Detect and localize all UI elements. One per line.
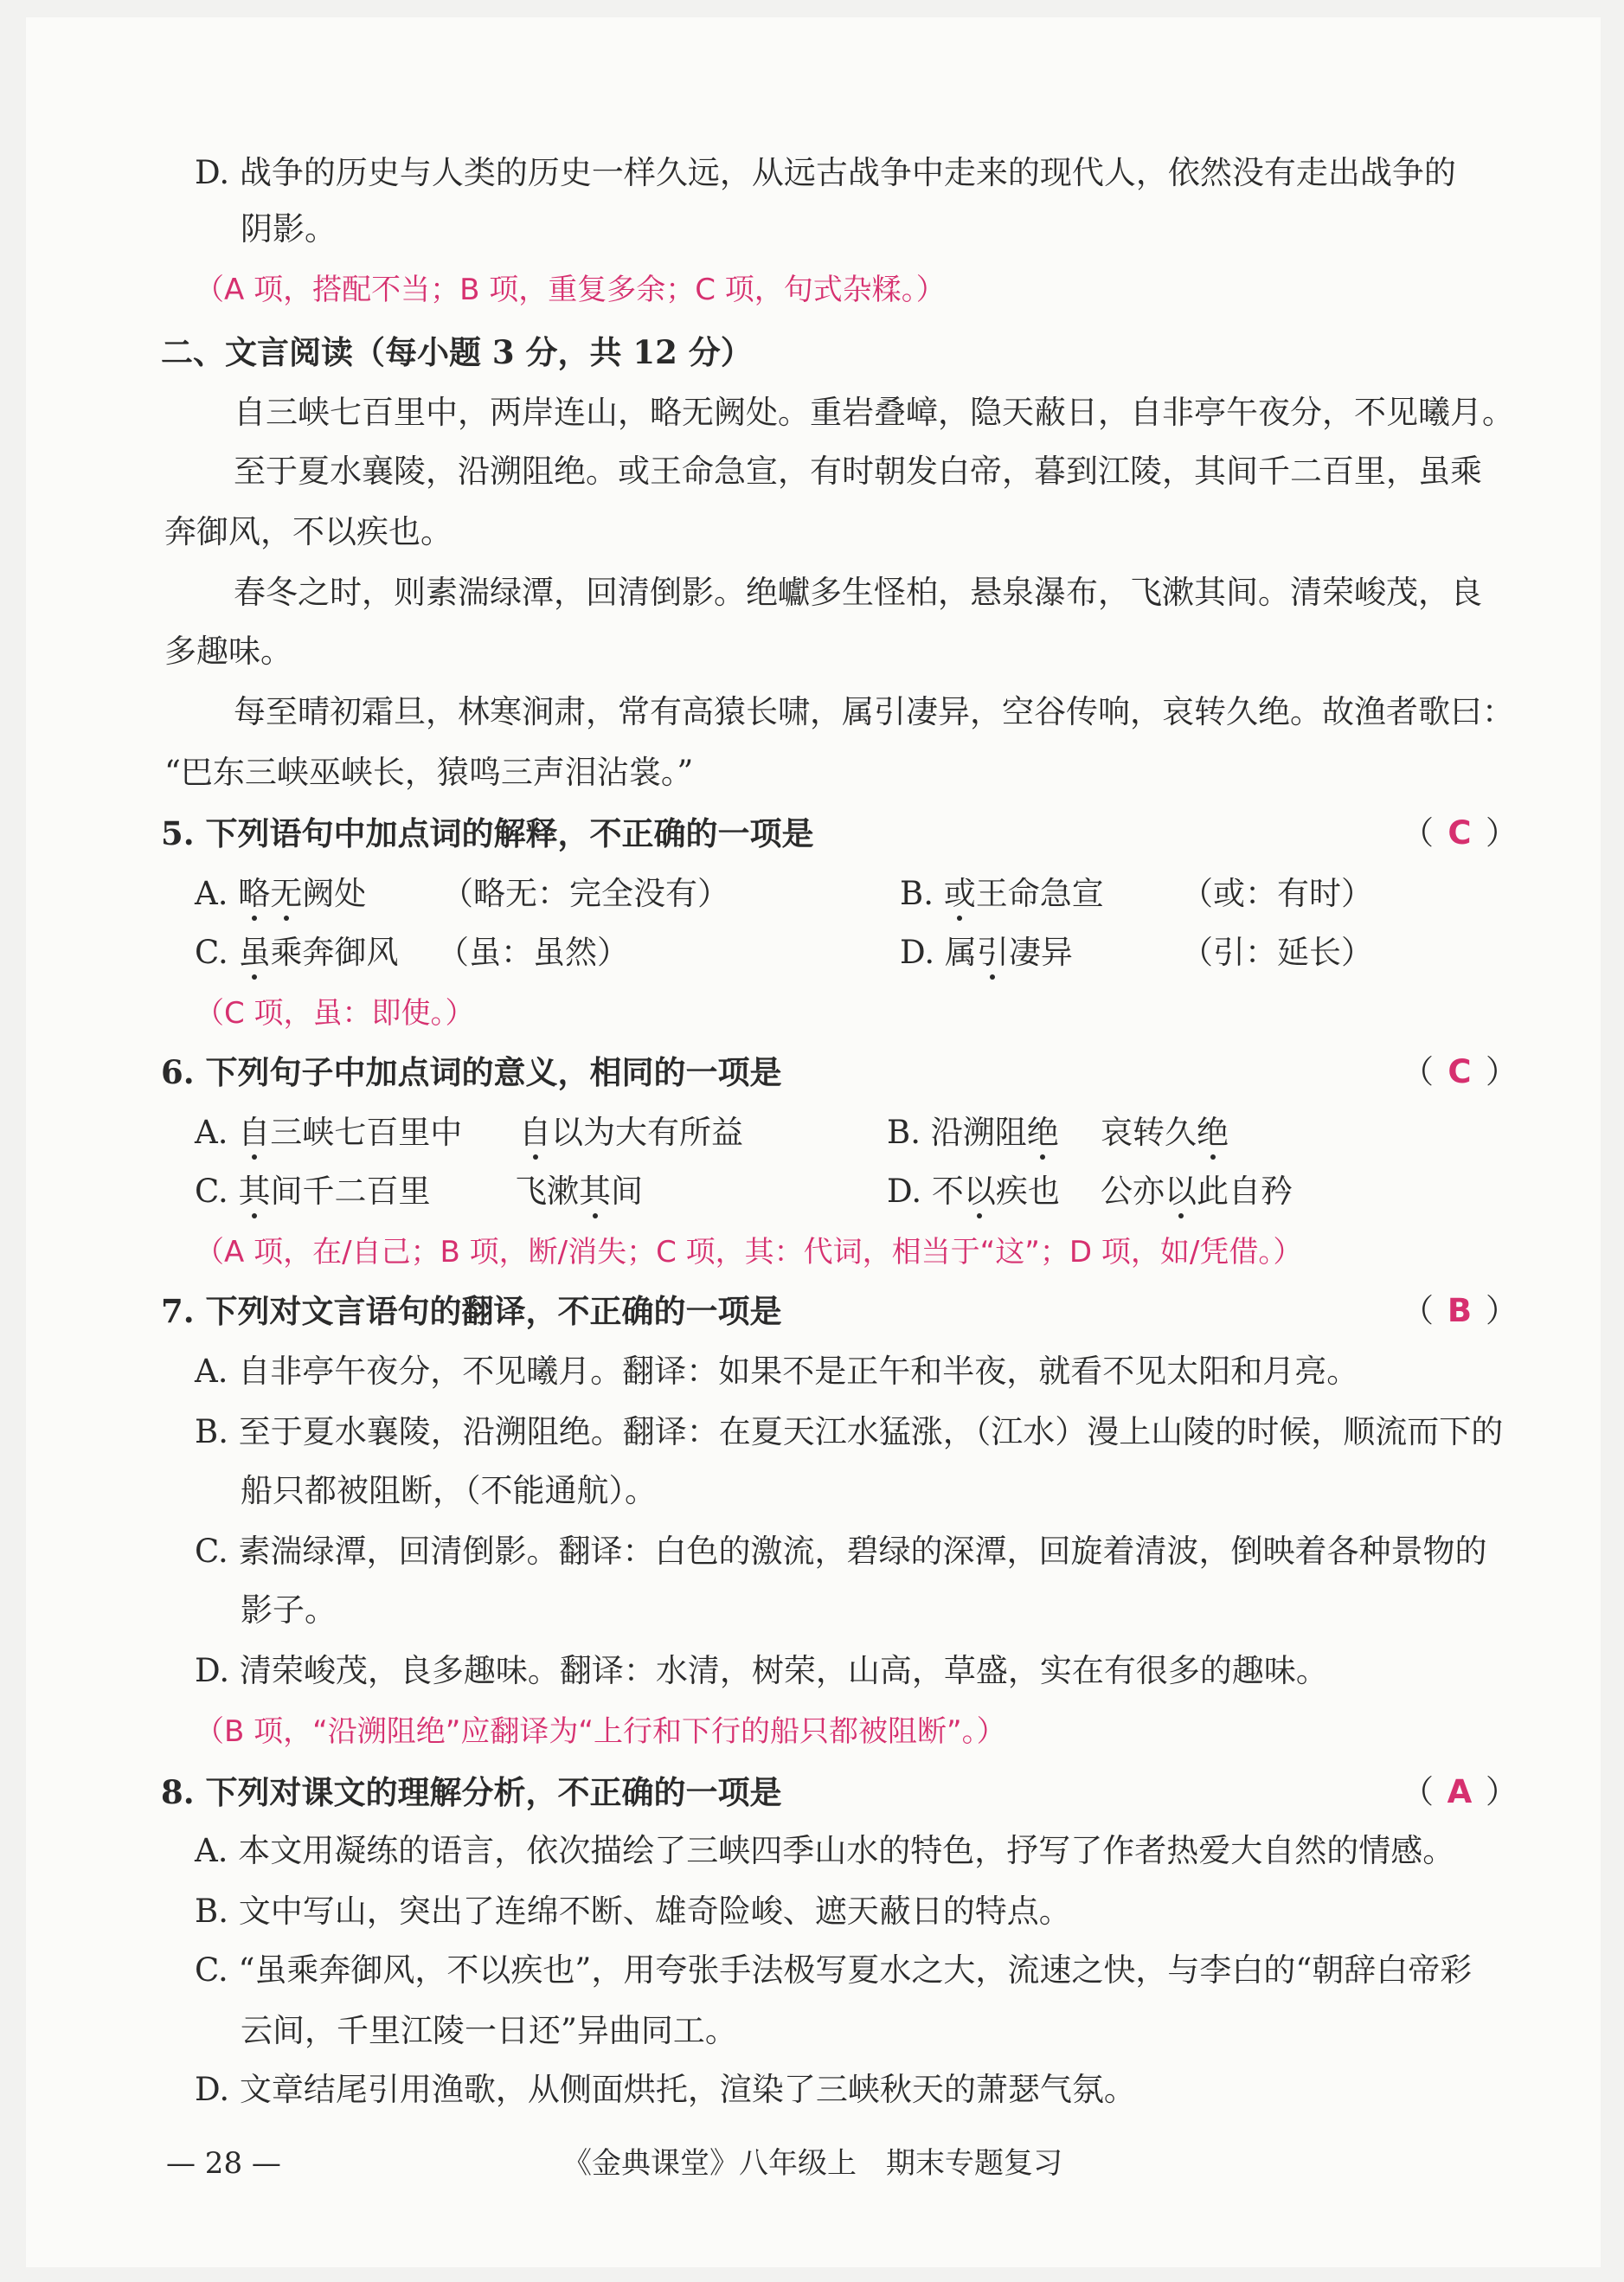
q5-stem: 5. 下列语句中加点词的解释，不正确的一项是 [161, 814, 814, 852]
q6-d2-rest: 此自矜 [1197, 1173, 1293, 1210]
q6-answer: C [1447, 1053, 1472, 1090]
q6-option-a-second [519, 1111, 743, 1154]
q6-d-rest: 疾也 [995, 1173, 1060, 1210]
q7-option-c-line2: 影子。 [241, 1591, 337, 1629]
q6-b-dotted: 绝 [1027, 1111, 1059, 1154]
q4-answer-note: （A 项，搭配不当；B 项，重复多余；C 项，句式杂糅。） [195, 273, 946, 307]
q6-option-d-second [1101, 1170, 1293, 1213]
section-title: 二、文言阅读（每小题 3 分，共 12 分） [161, 333, 753, 371]
q7-option-c-line1: C. 素湍绿潭，回清倒影。翻译：白色的激流，碧绿的深潭，回旋着清波，倒映着各种景物的 [195, 1533, 1487, 1570]
q7-option-a: A. 自非亭午夜分，不见曦月。翻译：如果不是正午和半夜，就看不见太阳和月亮。 [195, 1353, 1359, 1390]
q5-b-prefix: B. [900, 875, 944, 912]
q5-b-dotted: 或 [944, 872, 976, 916]
q5-option-b-gloss: （或：有时） [1181, 875, 1373, 912]
q4-option-d-line2: 阴影。 [241, 210, 337, 247]
q6-c2-prefix: 飞漱 [515, 1173, 579, 1210]
q8-option-a: A. 本文用凝练的语言，依次描绘了三峡四季山水的特色，抒写了作者热爱大自然的情感。 [195, 1832, 1455, 1869]
q6-b2-prefix: 哀转久 [1101, 1114, 1197, 1151]
q7-answer-box: （ B ） [1402, 1289, 1518, 1333]
q5-a-rest: 阙处 [302, 875, 367, 912]
q5-a-dotted-2: 无 [270, 872, 302, 916]
q6-d-prefix: D. 不 [887, 1173, 964, 1210]
passage-p4-line2: “巴东三峡巫峡长，猿鸣三声泪沾裳。” [164, 754, 694, 791]
q6-note: （A 项，在/自己；B 项，断/消失；C 项，其：代词，相当于“这”；D 项，如/凭借。） [195, 1235, 1303, 1270]
q5-c-rest: 乘奔御风 [270, 934, 399, 971]
q6-stem: 6. 下列句子中加点词的意义，相同的一项是 [161, 1053, 782, 1091]
q8-answer: A [1447, 1773, 1473, 1810]
q8-stem: 8. 下列对课文的理解分析，不正确的一项是 [161, 1773, 782, 1811]
q6-c-prefix: C. [195, 1173, 239, 1210]
q5-answer-box: （ C ） [1402, 812, 1518, 855]
q7-option-b-line1: B. 至于夏水襄陵，沿溯阻绝。翻译：在夏天江水猛涨，（江水）漫上山陵的时候，顺流而下的 [195, 1413, 1504, 1450]
q6-option-b [887, 1111, 1059, 1154]
q6-option-d [887, 1170, 1060, 1213]
q8-option-c-line2: 云间，千里江陵一日还”异曲同工。 [241, 2012, 737, 2049]
passage-p1: 自三峡七百里中，两岸连山，略无阙处。重岩叠嶂，隐天蔽日，自非亭午夜分，不见曦月。 [234, 394, 1514, 431]
q5-note: （C 项，虽：即使。） [195, 996, 475, 1031]
q5-option-d [900, 931, 1073, 974]
q6-a-dotted: 自 [238, 1111, 270, 1154]
q8-option-b: B. 文中写山，突出了连绵不断、雄奇险峻、遮天蔽日的特点。 [195, 1893, 1071, 1930]
q6-d2-prefix: 公亦 [1101, 1173, 1165, 1210]
passage-p3-line2: 多趣味。 [164, 633, 292, 670]
q7-stem: 7. 下列对文言语句的翻译，不正确的一项是 [161, 1292, 782, 1330]
q7-option-d: D. 清荣峻茂，良多趣味。翻译：水清，树荣，山高，草盛，实在有很多的趣味。 [195, 1652, 1328, 1689]
q7-answer: B [1447, 1292, 1473, 1329]
q7-option-b-line2: 船只都被阻断，（不能通航）。 [241, 1472, 657, 1509]
q5-d-prefix: D. 属 [900, 934, 977, 971]
q5-option-b [900, 872, 1104, 916]
q5-option-a-gloss: （略无：完全没有） [441, 875, 729, 912]
q4-option-d-line1: D. 战争的历史与人类的历史一样久远，从远古战争中走来的现代人，依然没有走出战争的 [195, 154, 1456, 191]
q6-option-c-second [515, 1170, 643, 1213]
q5-b-rest: 王命急宣 [975, 875, 1104, 912]
q6-c-rest: 间千二百里 [270, 1173, 431, 1210]
q6-b-prefix: B. 沿溯阻 [887, 1114, 1027, 1151]
q6-d2-dotted: 以 [1165, 1170, 1197, 1213]
q6-a-rest: 三峡七百里中 [270, 1114, 463, 1151]
q6-a2-rest: 以为大有所益 [551, 1114, 743, 1151]
q6-option-c [195, 1170, 431, 1213]
q8-answer-box: （ A ） [1402, 1771, 1518, 1814]
q7-note: （B 项，“沿溯阻绝”应翻译为“上行和下行的船只都被阻断”。） [195, 1714, 1006, 1749]
q6-b2-dotted: 绝 [1197, 1111, 1229, 1154]
q6-c2-dotted: 其 [579, 1170, 611, 1213]
q6-option-b-second [1101, 1111, 1229, 1154]
q5-c-prefix: C. [195, 934, 239, 971]
q6-a-prefix: A. [195, 1114, 239, 1151]
q5-d-dotted: 引 [977, 931, 1009, 974]
q8-option-d: D. 文章结尾引用渔歌，从侧面烘托，渲染了三峡秋天的萧瑟气氛。 [195, 2071, 1136, 2108]
passage-p2-line2: 奔御风，不以疾也。 [164, 513, 453, 550]
q6-a2-dotted: 自 [519, 1111, 551, 1154]
q5-answer: C [1447, 814, 1472, 852]
q5-option-a [195, 872, 366, 916]
q5-d-rest: 凄异 [1008, 934, 1073, 971]
q5-a-dotted-1: 略 [238, 872, 270, 916]
book-title: 《金典课堂》八年级上 期末专题复习 [562, 2146, 1062, 2181]
q5-c-dotted: 虽 [239, 931, 271, 974]
q6-c2-rest: 间 [611, 1173, 643, 1210]
q8-option-c-line1: C. “虽乘奔御风，不以疾也”，用夸张手法极写夏水之大，流速之快，与李白的“朝辞白帝彩 [195, 1951, 1473, 1989]
passage-p2-line1: 至于夏水襄陵，沿溯阻绝。或王命急宣，有时朝发白帝，暮到江陵，其间千二百里，虽乘 [234, 453, 1482, 490]
q6-option-a [195, 1111, 462, 1154]
q6-answer-box: （ C ） [1402, 1051, 1518, 1094]
page-number: — 28 — [166, 2146, 281, 2181]
q6-c-dotted: 其 [239, 1170, 271, 1213]
q6-d-dotted: 以 [964, 1170, 996, 1213]
passage-p4-line1: 每至晴初霜旦，林寒涧肃，常有高猿长啸，属引凄异，空谷传响，哀转久绝。故渔者歌曰： [234, 693, 1514, 730]
passage-p3-line1: 春冬之时，则素湍绿潭，回清倒影。绝巘多生怪柏，悬泉瀑布，飞漱其间。清荣峻茂，良 [234, 574, 1482, 611]
q5-a-prefix: A. [195, 875, 239, 912]
q5-option-d-gloss: （引：延长） [1181, 934, 1373, 971]
q5-option-c [195, 931, 399, 974]
q5-option-c-gloss: （虽：虽然） [437, 934, 629, 971]
